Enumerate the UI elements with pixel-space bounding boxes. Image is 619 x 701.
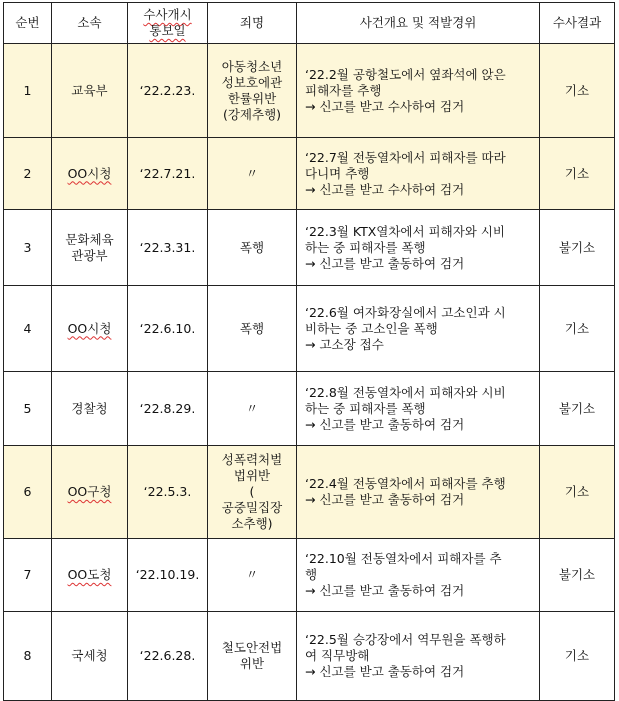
table-row <box>4 286 615 372</box>
cell-result: 기소 <box>540 44 615 138</box>
cell-date: ‘22.10.19. <box>128 539 208 612</box>
cell-summary: ‘22.8월 전동열차에서 피해자와 시비 하는 중 피해자를 폭행 → 신고를 받고 출동하여 검거 <box>297 372 540 446</box>
header-notice-date-text: 수사개시 통보일 <box>143 7 192 38</box>
cell-charge: 〃 <box>208 539 297 612</box>
cell-no: 5 <box>4 372 52 446</box>
cell-summary: ‘22.2월 공항철도에서 옆좌석에 앉은 피해자를 추행 → 신고를 받고 수사하여 검거 <box>297 44 540 138</box>
cell-result: 불기소 <box>540 372 615 446</box>
header-org: 소속 <box>52 3 128 44</box>
cell-summary: ‘22.3월 KTX열차에서 피해자와 시비 하는 중 피해자를 폭행 → 신고를 받고 출동하여 검거 <box>297 210 540 286</box>
cell-charge: 폭행 <box>208 210 297 286</box>
cell-date: ‘22.5.3. <box>128 446 208 539</box>
cell-result: 불기소 <box>540 210 615 286</box>
cell-org: OO도청 <box>52 539 128 612</box>
cell-no: 8 <box>4 612 52 701</box>
cell-charge: 〃 <box>208 138 297 210</box>
cell-org: OO시청 <box>52 286 128 372</box>
table-row <box>4 138 615 210</box>
cell-no: 6 <box>4 446 52 539</box>
table-row <box>4 44 615 138</box>
table-row <box>4 210 615 286</box>
cell-org: 문화체육 관광부 <box>52 210 128 286</box>
case-table <box>3 2 615 701</box>
cell-result: 기소 <box>540 286 615 372</box>
cell-date: ‘22.6.10. <box>128 286 208 372</box>
header-result: 수사결과 <box>540 3 615 44</box>
cell-org: 교육부 <box>52 44 128 138</box>
cell-no: 7 <box>4 539 52 612</box>
cell-summary: ‘22.7월 전동열차에서 피해자를 따라 다니며 추행 → 신고를 받고 수사하여 검거 <box>297 138 540 210</box>
cell-no: 3 <box>4 210 52 286</box>
table-row <box>4 446 615 539</box>
cell-date: ‘22.2.23. <box>128 44 208 138</box>
table-row <box>4 372 615 446</box>
table-row <box>4 539 615 612</box>
header-charge: 죄명 <box>208 3 297 44</box>
cell-org: 국세청 <box>52 612 128 701</box>
table-row <box>4 612 615 701</box>
cell-date: ‘22.8.29. <box>128 372 208 446</box>
cell-summary: ‘22.10월 전동열차에서 피해자를 추 행 → 신고를 받고 출동하여 검거 <box>297 539 540 612</box>
cell-charge: 폭행 <box>208 286 297 372</box>
cell-no: 2 <box>4 138 52 210</box>
header-row <box>4 3 615 44</box>
cell-date: ‘22.6.28. <box>128 612 208 701</box>
header-notice-date <box>128 3 208 44</box>
header-no: 순번 <box>4 3 52 44</box>
cell-charge: 아동청소년 성보호에관 한률위반 (강제추행) <box>208 44 297 138</box>
cell-result: 기소 <box>540 612 615 701</box>
cell-result: 불기소 <box>540 539 615 612</box>
cell-charge: 철도안전법 위반 <box>208 612 297 701</box>
cell-result: 기소 <box>540 446 615 539</box>
cell-summary: ‘22.5월 승강장에서 역무원을 폭행하 여 직무방해 → 신고를 받고 출동하여 검거 <box>297 612 540 701</box>
cell-no: 1 <box>4 44 52 138</box>
cell-date: ‘22.7.21. <box>128 138 208 210</box>
cell-summary: ‘22.4월 전동열차에서 피해자를 추행 → 신고를 받고 출동하여 검거 <box>297 446 540 539</box>
cell-result: 기소 <box>540 138 615 210</box>
cell-summary: ‘22.6월 여자화장실에서 고소인과 시 비하는 중 고소인을 폭행 → 고소장 접수 <box>297 286 540 372</box>
header-summary: 사건개요 및 적발경위 <box>297 3 540 44</box>
cell-org: OO구청 <box>52 446 128 539</box>
cell-charge: 〃 <box>208 372 297 446</box>
cell-no: 4 <box>4 286 52 372</box>
cell-org: OO시청 <box>52 138 128 210</box>
cell-date: ‘22.3.31. <box>128 210 208 286</box>
cell-org: 경찰청 <box>52 372 128 446</box>
cell-charge: 성폭력처벌 법위반 ( 공중밀집장 소추행) <box>208 446 297 539</box>
